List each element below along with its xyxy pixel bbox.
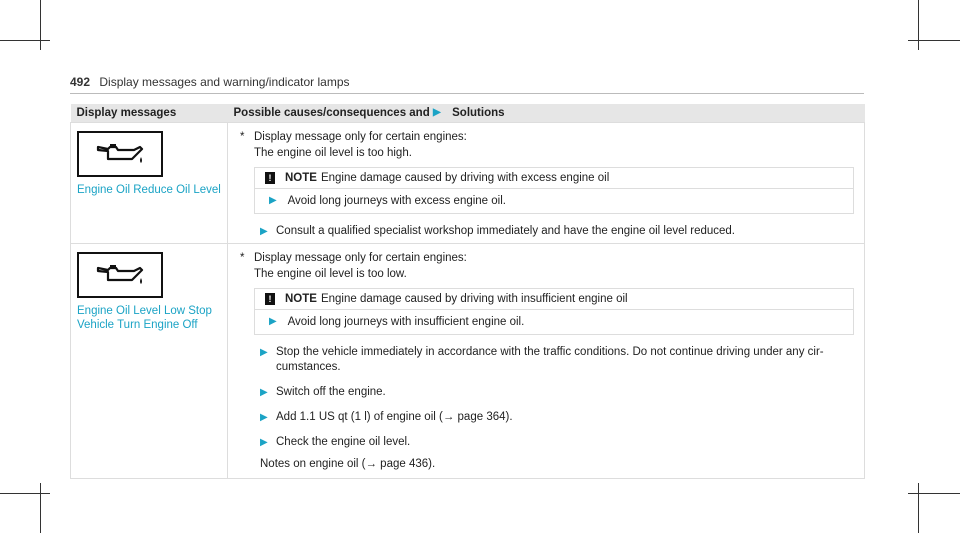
warning-icon: ! — [265, 172, 275, 184]
page-number: 492 — [70, 75, 91, 89]
crop-mark — [40, 483, 41, 533]
table-row — [71, 244, 865, 479]
table-header-row — [71, 104, 865, 123]
solution-step: ▶ Check the engine oil level. — [260, 436, 411, 448]
play-arrow-icon: ▶ — [432, 107, 441, 118]
crop-mark — [918, 0, 919, 50]
display-message: Engine Oil Reduce Oil Level — [77, 184, 221, 196]
oil-can-icon — [77, 131, 163, 177]
crop-mark — [0, 40, 50, 41]
crop-mark — [0, 493, 50, 494]
note-box: ! NOTE Engine damage caused by driving with excess engine oil ▶ Avoid long journeys with excess engine oil. — [254, 167, 854, 214]
solution-step: ▶ Consult a qualified specialist workshop immediately and have the engine oil level reduced. — [260, 225, 735, 237]
solutions-cell: * Display message only for certain engines: The engine oil level is too low. ! NOTE Engine damage caused by driving with insufficient engine oil ▶ Avoid long journeys with insufficient engine oil. ▶ Stop the vehicle immediately in accordance with the traffic conditions. Do not continue driving under any cir- cumstances. ▶ Switch off the engine. ▶ Add 1.1 US qt (1 l) of engine oil (→ page 364). ▶ Check the engine oil level. Notes on engine oil (→ page 436). — [228, 244, 865, 479]
crop-mark — [908, 40, 960, 41]
page-header — [70, 75, 350, 89]
play-arrow-icon: ▶ — [269, 195, 277, 206]
oil-can-icon — [77, 252, 163, 298]
col-display-messages: Display messages — [71, 104, 228, 123]
crop-mark — [40, 0, 41, 50]
play-arrow-icon: ▶ — [269, 316, 277, 327]
page-title: Display messages and warning/indicator lamps — [99, 75, 350, 89]
crop-mark — [918, 483, 919, 533]
solution-step: ▶ Switch off the engine. — [260, 386, 386, 398]
col-causes-solutions: Possible causes/consequences and ▶ Solutions — [228, 104, 865, 123]
crop-mark — [908, 493, 960, 494]
solutions-cell: * Display message only for certain engines: The engine oil level is too high. ! NOTE Engine damage caused by driving with excess engine oil ▶ Avoid long journeys with excess engine oil. ▶ Consult a qualified specialist workshop immediately and have the engine oil level reduced. — [228, 123, 865, 244]
solution-step: ▶ Stop the vehicle immediately in accordance with the traffic conditions. Do not continue driving under any cir- cumstances. — [260, 346, 824, 373]
play-arrow-icon: ▶ — [260, 226, 268, 237]
message-cell — [71, 123, 228, 244]
messages-table — [70, 104, 865, 479]
header-rule — [70, 93, 864, 94]
engine-oil-note: Notes on engine oil (→ page 436). — [260, 458, 436, 470]
play-arrow-icon: ▶ — [260, 437, 268, 448]
play-arrow-icon: ▶ — [260, 387, 268, 398]
warning-icon: ! — [265, 293, 275, 305]
play-arrow-icon: ▶ — [260, 412, 268, 423]
solution-step: ▶ Add 1.1 US qt (1 l) of engine oil (→ page 364). — [260, 411, 513, 423]
note-box: ! NOTE Engine damage caused by driving with insufficient engine oil ▶ Avoid long journeys with insufficient engine oil. — [254, 288, 854, 335]
table-row — [71, 123, 865, 244]
message-cell — [71, 244, 228, 479]
display-message: Engine Oil Level Low Stop Vehicle Turn Engine Off — [77, 305, 212, 331]
play-arrow-icon: ▶ — [260, 347, 268, 358]
